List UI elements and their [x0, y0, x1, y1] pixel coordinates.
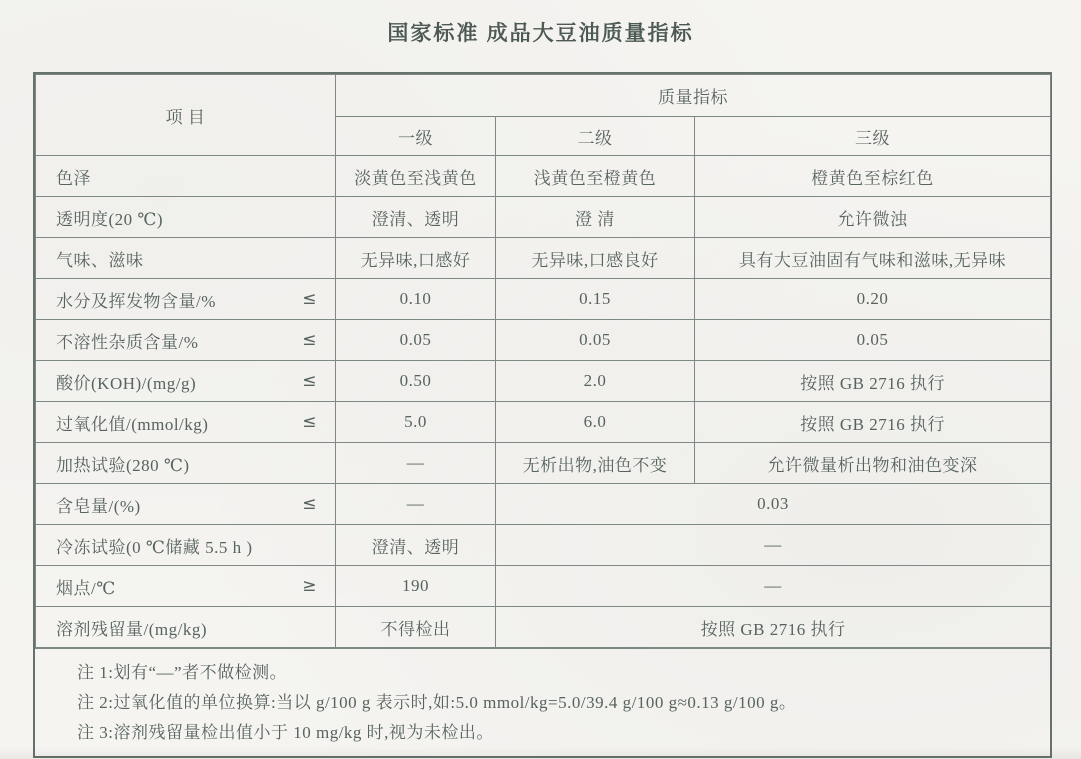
cell-grade1: 不得检出: [336, 607, 496, 648]
less-equal-symbol: ≤: [302, 289, 317, 309]
cell-grade1: 淡黄色至浅黄色: [336, 156, 496, 197]
table-row-odor-taste: [36, 238, 1051, 279]
cell-grade3: 具有大豆油固有气味和滋味,无异味: [695, 238, 1051, 279]
cell-item: [36, 361, 336, 402]
cell-grade2: 浅黄色至橙黄色: [496, 156, 695, 197]
item-label: 溶剂残留量/(mg/kg): [56, 619, 207, 639]
table-row-peroxide-value: [36, 402, 1051, 443]
item-label: 酸价(KOH)/(mg/g): [56, 373, 197, 393]
item-label: 过氧化值/(mmol/kg): [56, 414, 209, 434]
cell-grade2-3-merged: 按照 GB 2716 执行: [496, 607, 1051, 648]
cell-grade2: 0.05: [496, 320, 695, 361]
cell-item: [36, 320, 336, 361]
cell-grade2: 2.0: [496, 361, 695, 402]
footnote-2: 注 2:过氧化值的单位换算:当以 g/100 g 表示时,如:5.0 mmol/kg=5.0/39.4 g/100 g≈0.13 g/100 g。: [77, 693, 797, 712]
table-row-solvent-residue: [36, 607, 1051, 648]
cell-grade3: 橙黄色至棕红色: [695, 156, 1051, 197]
cell-item: [36, 197, 336, 238]
cell-grade1: 0.05: [336, 320, 496, 361]
table-row-insoluble-impurities: [36, 320, 1051, 361]
cell-grade1: 0.10: [336, 279, 496, 320]
header-grade-1: 一级: [336, 117, 496, 156]
table-row-color: [36, 156, 1051, 197]
footnote-3: 注 3:溶剂残留量检出值小于 10 mg/kg 时,视为未检出。: [77, 723, 494, 742]
cell-grade1: 0.50: [336, 361, 496, 402]
item-label: 透明度(20 ℃): [56, 209, 164, 229]
item-label: 含皂量/(%): [56, 496, 141, 516]
cell-item: [36, 484, 336, 525]
cell-grade3: 允许微量析出物和油色变深: [695, 443, 1051, 484]
cell-grade1: 澄清、透明: [336, 525, 496, 566]
header-quality-indicators: 质量指标: [336, 75, 1051, 117]
less-equal-symbol: ≤: [302, 330, 317, 350]
cell-grade3: 按照 GB 2716 执行: [695, 402, 1051, 443]
cell-grade1: —: [336, 484, 496, 525]
cell-item: [36, 279, 336, 320]
less-equal-symbol: ≤: [302, 412, 317, 432]
item-label: 冷冻试验(0 ℃储藏 5.5 h ): [56, 537, 253, 557]
table-row-transparency: [36, 197, 1051, 238]
cell-grade2-3-merged: —: [496, 566, 1051, 607]
footnotes-section: [35, 648, 1050, 756]
cell-item: [36, 402, 336, 443]
header-item: 项 目: [36, 75, 336, 156]
cell-grade1: 无异味,口感好: [336, 238, 496, 279]
table-row-freezing-test: [36, 525, 1051, 566]
page-title: 国家标准 成品大豆油质量指标: [387, 21, 694, 45]
cell-item: [36, 607, 336, 648]
cell-grade1: 190: [336, 566, 496, 607]
item-label: 不溶性杂质含量/%: [56, 332, 199, 352]
cell-item: [36, 238, 336, 279]
table-outer-border: [33, 72, 1052, 758]
cell-grade3: 0.05: [695, 320, 1051, 361]
header-grade-2: 二级: [496, 117, 695, 156]
cell-grade3: 允许微浊: [695, 197, 1051, 238]
cell-grade3: 按照 GB 2716 执行: [695, 361, 1051, 402]
greater-equal-symbol: ≥: [302, 576, 317, 596]
footnote-1: 注 1:划有“—”者不做检测。: [77, 663, 288, 682]
table-row-acid-value: [36, 361, 1051, 402]
cell-grade2: 澄 清: [496, 197, 695, 238]
cell-grade1: 5.0: [336, 402, 496, 443]
cell-item: [36, 156, 336, 197]
cell-grade2: 无异味,口感良好: [496, 238, 695, 279]
cell-grade1: 澄清、透明: [336, 197, 496, 238]
cell-grade2: 无析出物,油色不变: [496, 443, 695, 484]
less-equal-symbol: ≤: [302, 494, 317, 514]
item-label: 水分及挥发物含量/%: [56, 291, 216, 311]
cell-item: [36, 443, 336, 484]
cell-item: [36, 566, 336, 607]
item-label: 色泽: [56, 168, 91, 188]
quality-indicator-table: [35, 74, 1051, 648]
item-label: 加热试验(280 ℃): [56, 455, 190, 475]
cell-grade2-3-merged: —: [496, 525, 1051, 566]
table-row-smoke-point: [36, 566, 1051, 607]
cell-item: [36, 525, 336, 566]
item-label: 烟点/℃: [56, 578, 116, 598]
cell-grade2-3-merged: 0.03: [496, 484, 1051, 525]
cell-grade3: 0.20: [695, 279, 1051, 320]
table-row-soap-content: [36, 484, 1051, 525]
cell-grade2: 6.0: [496, 402, 695, 443]
table-row-heating-test: [36, 443, 1051, 484]
table-row-moisture: [36, 279, 1051, 320]
item-label: 气味、滋味: [56, 250, 144, 270]
less-equal-symbol: ≤: [302, 371, 317, 391]
header-grade-3: 三级: [695, 117, 1051, 156]
cell-grade2: 0.15: [496, 279, 695, 320]
cell-grade1: —: [336, 443, 496, 484]
table-header-row-1: [36, 75, 1051, 117]
